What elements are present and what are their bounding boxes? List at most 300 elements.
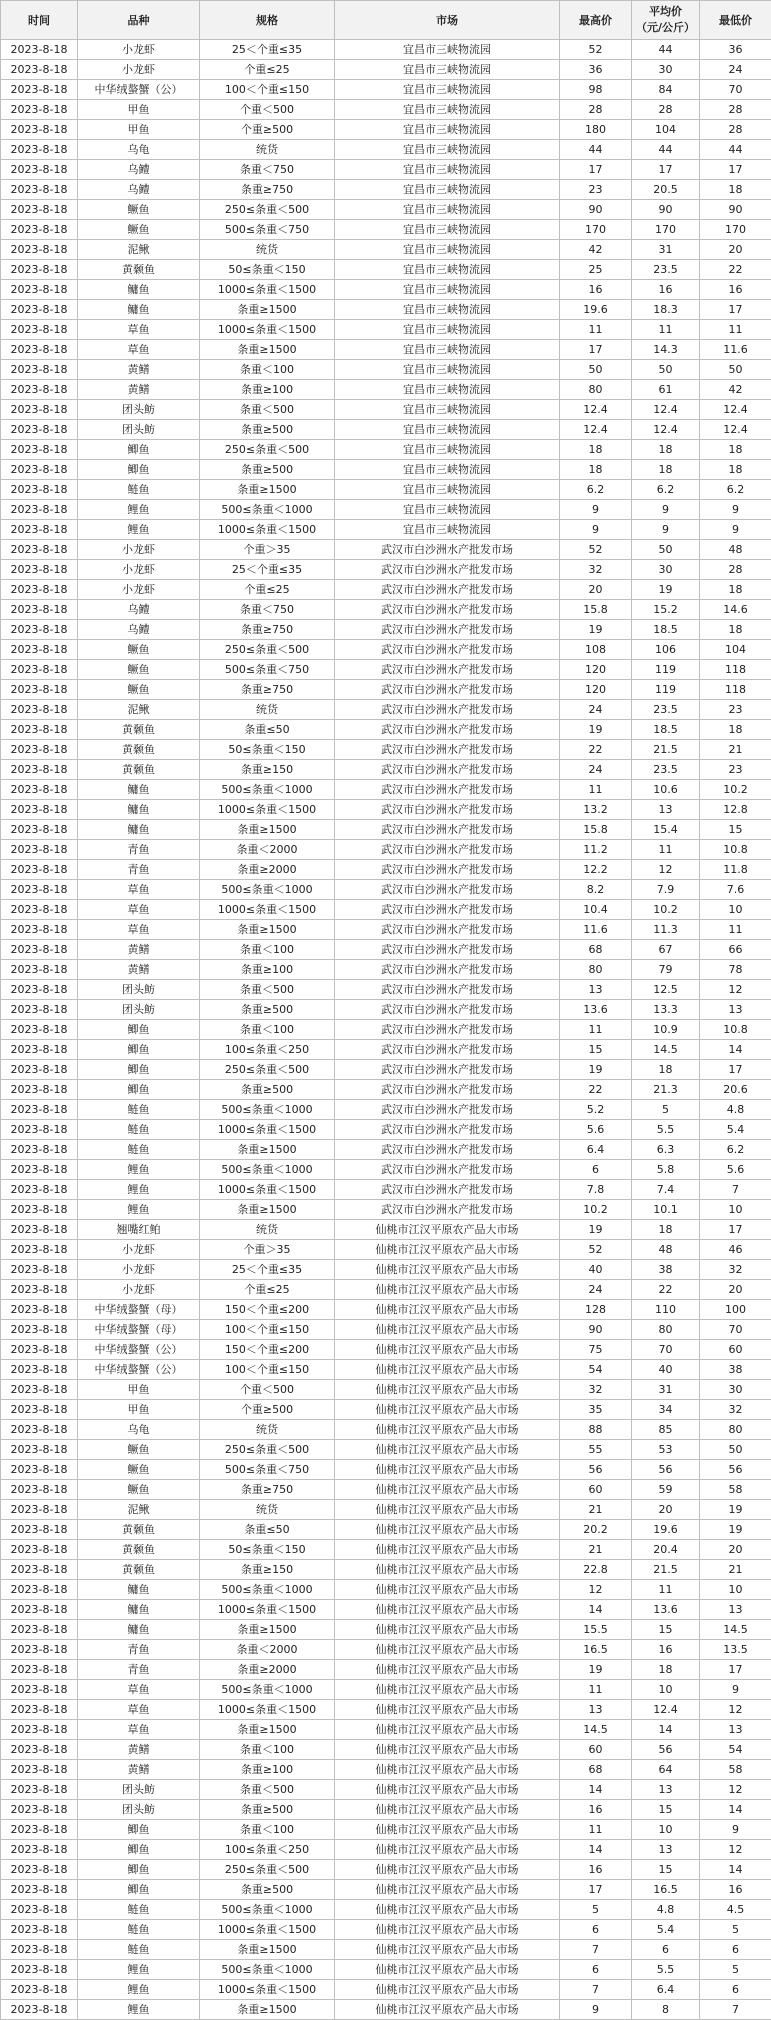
cell-min-price: 5 — [700, 1920, 771, 1940]
cell-spec: 条重≥500 — [200, 1000, 335, 1020]
cell-spec: 100≤条重＜250 — [200, 1040, 335, 1060]
cell-spec: 50≤条重＜150 — [200, 260, 335, 280]
cell-max-price: 11 — [560, 1020, 632, 1040]
cell-min-price: 5 — [700, 1960, 771, 1980]
cell-date: 2023-8-18 — [1, 1560, 78, 1580]
cell-market: 仙桃市江汉平原农产品大市场 — [335, 1880, 560, 1900]
cell-min-price: 6.2 — [700, 1140, 771, 1160]
cell-variety: 小龙虾 — [78, 1260, 200, 1280]
cell-variety: 鲤鱼 — [78, 1980, 200, 2000]
cell-market: 仙桃市江汉平原农产品大市场 — [335, 1960, 560, 1980]
cell-max-price: 6.2 — [560, 480, 632, 500]
cell-market: 仙桃市江汉平原农产品大市场 — [335, 1360, 560, 1380]
cell-variety: 鳜鱼 — [78, 1440, 200, 1460]
cell-spec: 个重＞35 — [200, 540, 335, 560]
cell-variety: 草鱼 — [78, 920, 200, 940]
cell-max-price: 170 — [560, 220, 632, 240]
cell-max-price: 15 — [560, 1040, 632, 1060]
table-header — [1, 1, 771, 40]
cell-min-price: 28 — [700, 100, 771, 120]
cell-spec: 个重≤25 — [200, 580, 335, 600]
cell-max-price: 80 — [560, 960, 632, 980]
cell-avg-price: 6.2 — [632, 480, 700, 500]
cell-date: 2023-8-18 — [1, 540, 78, 560]
cell-date: 2023-8-18 — [1, 1660, 78, 1680]
header-unit-label: （元/公斤） — [632, 20, 699, 36]
cell-avg-price: 59 — [632, 1480, 700, 1500]
cell-date: 2023-8-18 — [1, 400, 78, 420]
cell-avg-price: 53 — [632, 1440, 700, 1460]
cell-min-price: 11.6 — [700, 340, 771, 360]
cell-min-price: 46 — [700, 1240, 771, 1260]
table-row — [1, 320, 771, 340]
cell-min-price: 20 — [700, 1280, 771, 1300]
cell-spec: 个重＜500 — [200, 100, 335, 120]
cell-date: 2023-8-18 — [1, 2000, 78, 2020]
cell-date: 2023-8-18 — [1, 760, 78, 780]
cell-avg-price: 10.1 — [632, 1200, 700, 1220]
cell-variety: 甲鱼 — [78, 120, 200, 140]
cell-min-price: 14.5 — [700, 1620, 771, 1640]
cell-variety: 鳜鱼 — [78, 220, 200, 240]
cell-min-price: 42 — [700, 380, 771, 400]
cell-max-price: 15.8 — [560, 820, 632, 840]
cell-max-price: 11 — [560, 320, 632, 340]
cell-variety: 鳜鱼 — [78, 200, 200, 220]
cell-date: 2023-8-18 — [1, 40, 78, 60]
cell-spec: 个重≤25 — [200, 1280, 335, 1300]
table-row — [1, 640, 771, 660]
cell-variety: 乌龟 — [78, 1420, 200, 1440]
cell-max-price: 108 — [560, 640, 632, 660]
cell-spec: 统货 — [200, 1500, 335, 1520]
cell-max-price: 23 — [560, 180, 632, 200]
cell-market: 武汉市白沙洲水产批发市场 — [335, 580, 560, 600]
cell-spec: 条重＜500 — [200, 1780, 335, 1800]
cell-market: 武汉市白沙洲水产批发市场 — [335, 740, 560, 760]
cell-avg-price: 90 — [632, 200, 700, 220]
table-row — [1, 700, 771, 720]
cell-max-price: 11.2 — [560, 840, 632, 860]
cell-avg-price: 18 — [632, 440, 700, 460]
table-row — [1, 1780, 771, 1800]
cell-date: 2023-8-18 — [1, 960, 78, 980]
cell-date: 2023-8-18 — [1, 1080, 78, 1100]
cell-max-price: 50 — [560, 360, 632, 380]
cell-market: 武汉市白沙洲水产批发市场 — [335, 800, 560, 820]
cell-date: 2023-8-18 — [1, 640, 78, 660]
cell-spec: 条重≥1500 — [200, 920, 335, 940]
table-row — [1, 1940, 771, 1960]
cell-spec: 250≤条重＜500 — [200, 640, 335, 660]
cell-avg-price: 5.8 — [632, 1160, 700, 1180]
cell-max-price: 14 — [560, 1600, 632, 1620]
table-row — [1, 60, 771, 80]
cell-avg-price: 70 — [632, 1340, 700, 1360]
cell-variety: 黄颡鱼 — [78, 760, 200, 780]
cell-market: 仙桃市江汉平原农产品大市场 — [335, 1380, 560, 1400]
cell-min-price: 28 — [700, 120, 771, 140]
cell-avg-price: 10 — [632, 1820, 700, 1840]
cell-market: 武汉市白沙洲水产批发市场 — [335, 560, 560, 580]
header-avg-label: 平均价 — [649, 5, 682, 18]
cell-max-price: 80 — [560, 380, 632, 400]
cell-spec: 条重≥500 — [200, 1800, 335, 1820]
cell-market: 宜昌市三峡物流园 — [335, 180, 560, 200]
cell-date: 2023-8-18 — [1, 1500, 78, 1520]
cell-market: 武汉市白沙洲水产批发市场 — [335, 840, 560, 860]
cell-max-price: 7 — [560, 1980, 632, 2000]
table-row — [1, 1820, 771, 1840]
cell-min-price: 10 — [700, 1200, 771, 1220]
cell-market: 武汉市白沙洲水产批发市场 — [335, 1120, 560, 1140]
cell-spec: 条重＜100 — [200, 1740, 335, 1760]
cell-variety: 草鱼 — [78, 1720, 200, 1740]
cell-max-price: 52 — [560, 1240, 632, 1260]
cell-avg-price: 44 — [632, 40, 700, 60]
table-row — [1, 840, 771, 860]
cell-min-price: 4.8 — [700, 1100, 771, 1120]
cell-market: 武汉市白沙洲水产批发市场 — [335, 1140, 560, 1160]
cell-min-price: 5.6 — [700, 1160, 771, 1180]
table-row — [1, 1280, 771, 1300]
cell-date: 2023-8-18 — [1, 1980, 78, 2000]
cell-spec: 500≤条重＜1000 — [200, 1580, 335, 1600]
cell-date: 2023-8-18 — [1, 780, 78, 800]
cell-variety: 乌鳢 — [78, 620, 200, 640]
cell-max-price: 6.4 — [560, 1140, 632, 1160]
cell-max-price: 52 — [560, 40, 632, 60]
cell-max-price: 98 — [560, 80, 632, 100]
cell-spec: 条重≤50 — [200, 1520, 335, 1540]
cell-variety: 鳙鱼 — [78, 1620, 200, 1640]
cell-variety: 黄颡鱼 — [78, 1540, 200, 1560]
cell-max-price: 15.8 — [560, 600, 632, 620]
cell-variety: 鳙鱼 — [78, 800, 200, 820]
table-row — [1, 1560, 771, 1580]
cell-max-price: 32 — [560, 560, 632, 580]
cell-max-price: 13.2 — [560, 800, 632, 820]
cell-date: 2023-8-18 — [1, 840, 78, 860]
cell-date: 2023-8-18 — [1, 1820, 78, 1840]
cell-market: 武汉市白沙洲水产批发市场 — [335, 1020, 560, 1040]
cell-spec: 条重≥150 — [200, 760, 335, 780]
cell-min-price: 23 — [700, 700, 771, 720]
table-row — [1, 1620, 771, 1640]
cell-market: 仙桃市江汉平原农产品大市场 — [335, 1320, 560, 1340]
table-row — [1, 380, 771, 400]
cell-variety: 鲢鱼 — [78, 1940, 200, 1960]
cell-min-price: 6 — [700, 1980, 771, 2000]
table-row — [1, 480, 771, 500]
cell-max-price: 24 — [560, 700, 632, 720]
cell-avg-price: 31 — [632, 1380, 700, 1400]
cell-min-price: 80 — [700, 1420, 771, 1440]
cell-spec: 条重≥100 — [200, 1760, 335, 1780]
cell-min-price: 104 — [700, 640, 771, 660]
table-row — [1, 1120, 771, 1140]
cell-variety: 鲤鱼 — [78, 500, 200, 520]
cell-variety: 鳙鱼 — [78, 1600, 200, 1620]
cell-max-price: 40 — [560, 1260, 632, 1280]
cell-market: 仙桃市江汉平原农产品大市场 — [335, 1300, 560, 1320]
cell-max-price: 20 — [560, 580, 632, 600]
table-row — [1, 240, 771, 260]
cell-date: 2023-8-18 — [1, 240, 78, 260]
cell-avg-price: 31 — [632, 240, 700, 260]
cell-min-price: 20 — [700, 1540, 771, 1560]
cell-market: 武汉市白沙洲水产批发市场 — [335, 1100, 560, 1120]
table-row — [1, 1900, 771, 1920]
cell-market: 仙桃市江汉平原农产品大市场 — [335, 1620, 560, 1640]
cell-spec: 统货 — [200, 700, 335, 720]
table-row — [1, 1140, 771, 1160]
table-row — [1, 800, 771, 820]
cell-max-price: 28 — [560, 100, 632, 120]
cell-min-price: 58 — [700, 1760, 771, 1780]
cell-date: 2023-8-18 — [1, 620, 78, 640]
cell-market: 武汉市白沙洲水产批发市场 — [335, 1080, 560, 1100]
cell-max-price: 11 — [560, 1680, 632, 1700]
cell-market: 仙桃市江汉平原农产品大市场 — [335, 1460, 560, 1480]
table-row — [1, 120, 771, 140]
cell-spec: 条重≥100 — [200, 960, 335, 980]
cell-date: 2023-8-18 — [1, 360, 78, 380]
cell-spec: 1000≤条重＜1500 — [200, 800, 335, 820]
cell-market: 武汉市白沙洲水产批发市场 — [335, 820, 560, 840]
table-row — [1, 260, 771, 280]
cell-min-price: 30 — [700, 1380, 771, 1400]
cell-spec: 条重≥1500 — [200, 480, 335, 500]
cell-variety: 乌鳢 — [78, 160, 200, 180]
cell-market: 宜昌市三峡物流园 — [335, 240, 560, 260]
cell-avg-price: 16 — [632, 1640, 700, 1660]
cell-date: 2023-8-18 — [1, 1760, 78, 1780]
cell-market: 宜昌市三峡物流园 — [335, 60, 560, 80]
cell-market: 宜昌市三峡物流园 — [335, 120, 560, 140]
cell-spec: 500≤条重＜1000 — [200, 1960, 335, 1980]
cell-spec: 个重＜500 — [200, 1380, 335, 1400]
cell-date: 2023-8-18 — [1, 1940, 78, 1960]
cell-spec: 个重＞35 — [200, 1240, 335, 1260]
table-row — [1, 600, 771, 620]
cell-variety: 团头鲂 — [78, 1800, 200, 1820]
cell-max-price: 14 — [560, 1840, 632, 1860]
cell-min-price: 10 — [700, 900, 771, 920]
cell-variety: 团头鲂 — [78, 420, 200, 440]
cell-avg-price: 20.4 — [632, 1540, 700, 1560]
cell-spec: 条重＜100 — [200, 940, 335, 960]
table-row — [1, 1240, 771, 1260]
cell-avg-price: 6.4 — [632, 1980, 700, 2000]
cell-variety: 黄颡鱼 — [78, 1560, 200, 1580]
table-row — [1, 1380, 771, 1400]
cell-max-price: 24 — [560, 760, 632, 780]
cell-date: 2023-8-18 — [1, 500, 78, 520]
table-row — [1, 300, 771, 320]
cell-market: 宜昌市三峡物流园 — [335, 80, 560, 100]
cell-max-price: 16 — [560, 1860, 632, 1880]
cell-avg-price: 13.3 — [632, 1000, 700, 1020]
cell-min-price: 22 — [700, 260, 771, 280]
cell-min-price: 38 — [700, 1360, 771, 1380]
cell-market: 仙桃市江汉平原农产品大市场 — [335, 1540, 560, 1560]
cell-avg-price: 119 — [632, 660, 700, 680]
cell-avg-price: 48 — [632, 1240, 700, 1260]
cell-max-price: 20.2 — [560, 1520, 632, 1540]
cell-avg-price: 64 — [632, 1760, 700, 1780]
cell-date: 2023-8-18 — [1, 1720, 78, 1740]
cell-date: 2023-8-18 — [1, 80, 78, 100]
cell-min-price: 18 — [700, 620, 771, 640]
cell-variety: 青鱼 — [78, 860, 200, 880]
cell-avg-price: 18.5 — [632, 720, 700, 740]
cell-date: 2023-8-18 — [1, 1160, 78, 1180]
cell-date: 2023-8-18 — [1, 1400, 78, 1420]
cell-market: 武汉市白沙洲水产批发市场 — [335, 640, 560, 660]
cell-spec: 25＜个重≤35 — [200, 1260, 335, 1280]
cell-max-price: 5 — [560, 1900, 632, 1920]
cell-min-price: 9 — [700, 1680, 771, 1700]
table-row — [1, 1080, 771, 1100]
cell-market: 武汉市白沙洲水产批发市场 — [335, 700, 560, 720]
cell-variety: 黄颡鱼 — [78, 720, 200, 740]
cell-avg-price: 10.6 — [632, 780, 700, 800]
cell-date: 2023-8-18 — [1, 1700, 78, 1720]
table-row — [1, 1220, 771, 1240]
cell-market: 宜昌市三峡物流园 — [335, 520, 560, 540]
cell-min-price: 14 — [700, 1040, 771, 1060]
cell-min-price: 60 — [700, 1340, 771, 1360]
cell-min-price: 17 — [700, 1060, 771, 1080]
cell-spec: 条重≥1500 — [200, 820, 335, 840]
cell-market: 武汉市白沙洲水产批发市场 — [335, 960, 560, 980]
cell-date: 2023-8-18 — [1, 600, 78, 620]
cell-avg-price: 16.5 — [632, 1880, 700, 1900]
cell-min-price: 6 — [700, 1940, 771, 1960]
cell-market: 仙桃市江汉平原农产品大市场 — [335, 1440, 560, 1460]
cell-market: 仙桃市江汉平原农产品大市场 — [335, 1420, 560, 1440]
cell-spec: 500≤条重＜750 — [200, 220, 335, 240]
cell-avg-price: 13.6 — [632, 1600, 700, 1620]
cell-avg-price: 7.4 — [632, 1180, 700, 1200]
cell-market: 武汉市白沙洲水产批发市场 — [335, 680, 560, 700]
cell-spec: 条重≥1500 — [200, 1620, 335, 1640]
cell-min-price: 14 — [700, 1860, 771, 1880]
cell-market: 仙桃市江汉平原农产品大市场 — [335, 1840, 560, 1860]
cell-avg-price: 10 — [632, 1680, 700, 1700]
cell-market: 仙桃市江汉平原农产品大市场 — [335, 1900, 560, 1920]
cell-max-price: 11.6 — [560, 920, 632, 940]
table-row — [1, 80, 771, 100]
cell-min-price: 54 — [700, 1740, 771, 1760]
cell-avg-price: 4.8 — [632, 1900, 700, 1920]
cell-market: 仙桃市江汉平原农产品大市场 — [335, 1680, 560, 1700]
cell-max-price: 68 — [560, 940, 632, 960]
cell-variety: 黄鳝 — [78, 1760, 200, 1780]
cell-avg-price: 110 — [632, 1300, 700, 1320]
cell-min-price: 9 — [700, 1820, 771, 1840]
cell-avg-price: 11 — [632, 320, 700, 340]
cell-variety: 鲢鱼 — [78, 1120, 200, 1140]
cell-min-price: 100 — [700, 1300, 771, 1320]
cell-avg-price: 61 — [632, 380, 700, 400]
cell-spec: 250≤条重＜500 — [200, 1060, 335, 1080]
cell-variety: 鲫鱼 — [78, 460, 200, 480]
cell-variety: 黄鳝 — [78, 940, 200, 960]
cell-date: 2023-8-18 — [1, 140, 78, 160]
cell-spec: 条重≥2000 — [200, 1660, 335, 1680]
cell-max-price: 90 — [560, 200, 632, 220]
cell-date: 2023-8-18 — [1, 1360, 78, 1380]
cell-max-price: 21 — [560, 1500, 632, 1520]
cell-min-price: 28 — [700, 560, 771, 580]
cell-max-price: 7.8 — [560, 1180, 632, 1200]
table-row — [1, 340, 771, 360]
cell-min-price: 10.8 — [700, 840, 771, 860]
cell-date: 2023-8-18 — [1, 1480, 78, 1500]
cell-min-price: 17 — [700, 160, 771, 180]
cell-spec: 条重≥1500 — [200, 2000, 335, 2020]
cell-avg-price: 8 — [632, 2000, 700, 2020]
table-row — [1, 1440, 771, 1460]
cell-max-price: 128 — [560, 1300, 632, 1320]
cell-max-price: 68 — [560, 1760, 632, 1780]
cell-min-price: 7 — [700, 2000, 771, 2020]
cell-spec: 100＜个重≤150 — [200, 1360, 335, 1380]
table-row — [1, 1300, 771, 1320]
cell-market: 宜昌市三峡物流园 — [335, 260, 560, 280]
cell-variety: 黄颡鱼 — [78, 1520, 200, 1540]
cell-max-price: 17 — [560, 340, 632, 360]
cell-max-price: 12.2 — [560, 860, 632, 880]
cell-spec: 条重≥500 — [200, 1880, 335, 1900]
cell-min-price: 118 — [700, 660, 771, 680]
table-row — [1, 500, 771, 520]
cell-min-price: 18 — [700, 580, 771, 600]
table-row — [1, 1480, 771, 1500]
cell-date: 2023-8-18 — [1, 800, 78, 820]
table-row — [1, 2000, 771, 2020]
cell-min-price: 4.5 — [700, 1900, 771, 1920]
cell-spec: 条重≥1500 — [200, 1200, 335, 1220]
cell-spec: 50≤条重＜150 — [200, 1540, 335, 1560]
cell-avg-price: 22 — [632, 1280, 700, 1300]
table-row — [1, 400, 771, 420]
cell-spec: 条重＜100 — [200, 1020, 335, 1040]
cell-avg-price: 18 — [632, 460, 700, 480]
cell-market: 仙桃市江汉平原农产品大市场 — [335, 1700, 560, 1720]
table-row — [1, 1200, 771, 1220]
cell-date: 2023-8-18 — [1, 680, 78, 700]
cell-min-price: 7.6 — [700, 880, 771, 900]
table-row — [1, 1400, 771, 1420]
cell-min-price: 17 — [700, 1220, 771, 1240]
cell-date: 2023-8-18 — [1, 1520, 78, 1540]
cell-market: 仙桃市江汉平原农产品大市场 — [335, 1760, 560, 1780]
cell-market: 仙桃市江汉平原农产品大市场 — [335, 1340, 560, 1360]
cell-date: 2023-8-18 — [1, 440, 78, 460]
cell-spec: 条重＜500 — [200, 980, 335, 1000]
cell-min-price: 13.5 — [700, 1640, 771, 1660]
cell-avg-price: 11.3 — [632, 920, 700, 940]
cell-date: 2023-8-18 — [1, 340, 78, 360]
cell-date: 2023-8-18 — [1, 260, 78, 280]
cell-market: 武汉市白沙洲水产批发市场 — [335, 860, 560, 880]
table-row — [1, 1540, 771, 1560]
cell-spec: 条重≥750 — [200, 680, 335, 700]
cell-date: 2023-8-18 — [1, 480, 78, 500]
